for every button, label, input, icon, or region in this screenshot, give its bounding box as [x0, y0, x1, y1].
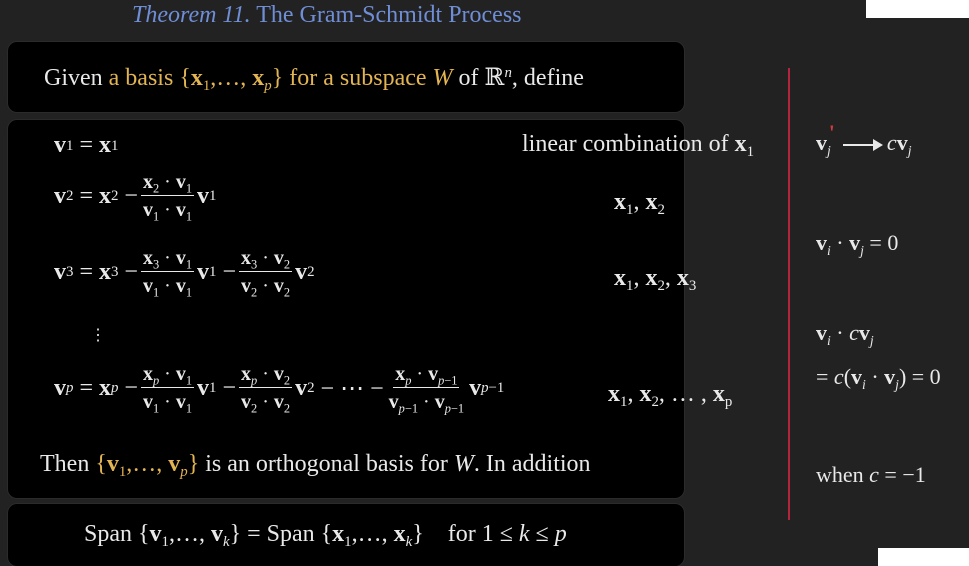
side-note-result: = $c(v_i \cdot v_j) = 0$: [816, 364, 941, 392]
theorem-name: The Gram-Schmidt Process: [256, 2, 522, 28]
equations-panel: [8, 120, 755, 498]
conclusion-then: Then: [40, 451, 90, 477]
equation-vp: v p = x p − $\frac{x_p \cdot v_1}{v_1 \cdot v_1}$ v 1 − $\frac{x_p \cdot v_2}{v_2 \cdot v_2}$ v 2 − ⋯ − $\frac{x_p \cdot v_{p-1}}{v_{p-1} \cdot v_{p-1}}$ v p−1: [54, 363, 505, 416]
intro-given: Given: [44, 65, 103, 91]
side-note-orthogonal: $v_i \cdot v_j = 0$: [816, 230, 899, 258]
arrow-icon: [843, 144, 881, 146]
conclusion-set: {$v_1,\dots$, $v_p$}: [95, 451, 200, 481]
span-panel: [8, 504, 684, 566]
side-note-scaling: $v_j'$ $cv_j$: [816, 120, 912, 158]
conclusion-addition: . In addition: [473, 451, 591, 477]
theorem-number: Theorem 11.: [132, 2, 251, 28]
vertical-ellipsis: ⋮: [90, 327, 106, 344]
conclusion-is-orth: is an orthogonal basis for: [205, 451, 448, 477]
intro-of: of: [458, 65, 479, 91]
equation-v3: v 3 = x 3 − $\frac{x_3 \cdot v_1}{v_1 \cdot v_1}$ v 1 − $\frac{x_3 \cdot v_2}{v_2 \cdot v_2}$ v 2: [54, 247, 315, 300]
intro-line: [44, 64, 584, 95]
annotation-span-2: $x_1$, $x_2$: [614, 189, 665, 219]
side-note-when: when c = −1: [816, 462, 926, 487]
annotation-span-p: $x_1$, $x_2$, … , $x_p$: [608, 381, 733, 411]
conclusion-W: W: [453, 451, 474, 477]
equation-v1: v 1 = x 1: [54, 132, 119, 158]
intro-define: , define: [511, 65, 584, 91]
span-statement: Span {$v_1,\dots$, $v_k$} = Span {$x_1,\dots$, $x_k$} for 1 ≤ k ≤ p: [84, 521, 567, 551]
linear-combination-text: linear combination of: [522, 131, 729, 157]
intro-a-basis: a basis: [108, 65, 174, 91]
theorem-title: [132, 0, 522, 30]
annotation-span-3: $x_1$, $x_2$, $x_3$: [614, 265, 697, 295]
intro-basis-set: {$x_1,\dots$, $x_p$}: [179, 65, 284, 95]
intro-panel: [8, 42, 684, 112]
conclusion-line: [40, 451, 591, 481]
side-note-dot-c: $v_i \cdot cv_j$: [816, 320, 874, 348]
white-block-bottom: [878, 548, 969, 566]
equation-v2: v 2 = x 2 − $\frac{x_2 \cdot v_1}{v_1 \cdot v_1}$ v 1: [54, 171, 217, 224]
red-divider: [788, 68, 790, 520]
annotation-linear-combination: linear combination of $x_1$: [522, 131, 755, 161]
intro-for-a: for a subspace: [289, 65, 427, 91]
white-block-top: [866, 0, 969, 18]
intro-W: W: [432, 65, 453, 91]
intro-Rn: ℝ$^n$: [484, 64, 512, 91]
